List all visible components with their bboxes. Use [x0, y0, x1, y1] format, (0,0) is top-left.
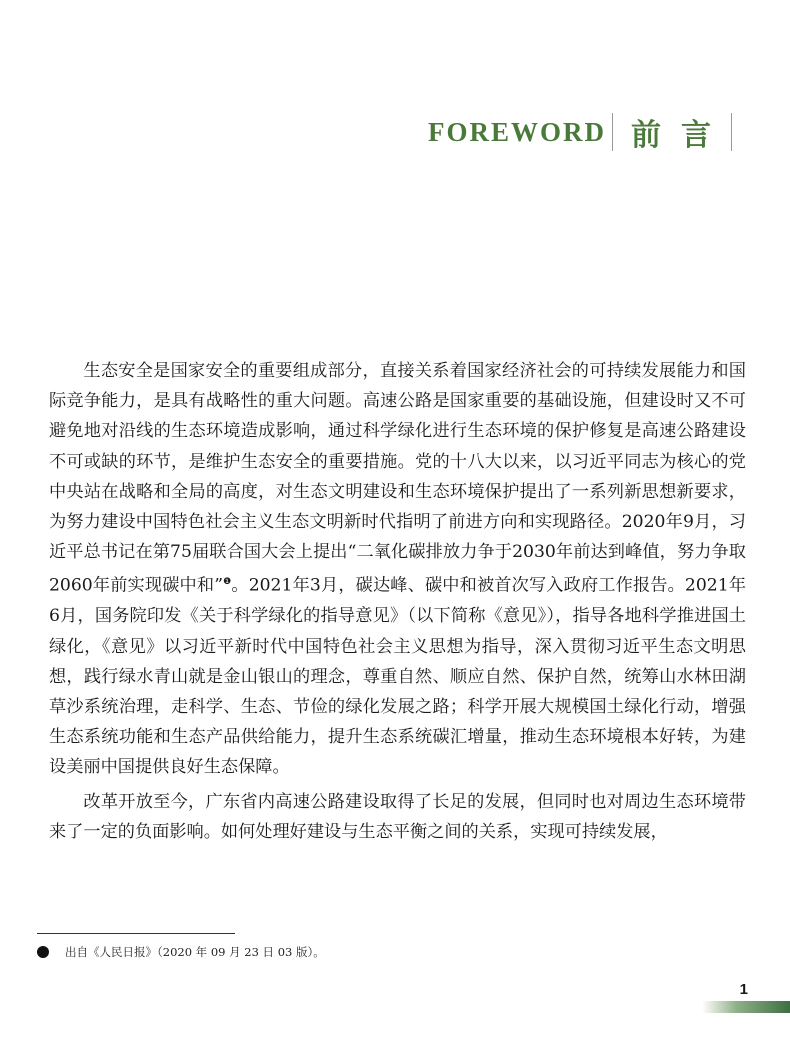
- footnote: [37, 944, 325, 960]
- header-divider-left: [612, 113, 613, 151]
- footnote-number-badge: [37, 946, 49, 958]
- footnote-divider: [37, 933, 235, 934]
- paragraph-1-part-2: 。2021年3月，碳达峰、碳中和被首次写入政府工作报告。2021年6月，国务院印发《关于科学绿化的指导意见》（以下简称《意见》），指导各地科学推进国土绿化，《意见》以习近平新时代中国特色社会主义思想为指导，深入贯彻习近平生态文明思想，践行绿水青山就是金山银山的理念，尊重自然、顺应自然、保护自然，统筹山水林田湖草沙系统治理，走科学、生态、节俭的绿化发展之路；科学开展大规模国土绿化行动，增强生态系统功能和生态产品供给能力，提升生态系统碳汇增量，推动生态环境根本好转，为建设美丽中国提供良好生态保障。: [49, 576, 747, 778]
- paragraph-1-part-1: 生态安全是国家安全的重要组成部分，直接关系着国家经济社会的可持续发展能力和国际竞争能力，是具有战略性的重大问题。高速公路是国家重要的基础设施，但建设时又不可避免地对沿线的生态环境造成影响，通过科学绿化进行生态环境的保护修复是高速公路建设不可或缺的环节，是维护生态安全的重要措施。党的十八大以来，以习近平同志为核心的党中央站在战略和全局的高度，对生态文明建设和生态环境保护提出了一系列新思想新要求，为努力建设中国特色社会主义生态文明新时代指明了前进方向和实现路径。2020年9月，习近平总书记在第75届联合国大会上提出“二氧化碳排放力争于2030年前达到峰值，努力争取2060年前实现碳中和”: [49, 361, 746, 597]
- paragraph-1: [49, 356, 746, 783]
- page-number: 1: [739, 981, 748, 998]
- body-text: [49, 356, 746, 847]
- footnote-text: 出自《人民日报》（2020 年 09 月 23 日 03 版）。: [65, 945, 325, 959]
- paragraph-2: 改革开放至今，广东省内高速公路建设取得了长足的发展，但同时也对周边生态环境带来了一定的负面影响。如何处理好建设与生态平衡之间的关系，实现可持续发展，: [49, 791, 746, 842]
- header-title-en: FOREWORD: [428, 116, 606, 147]
- corner-decoration: [702, 1001, 790, 1013]
- header-title-cn: 前言: [631, 118, 731, 153]
- header-divider-right: [731, 113, 732, 151]
- footnote-marker[interactable]: ❶: [223, 577, 232, 588]
- page-header: [428, 112, 732, 152]
